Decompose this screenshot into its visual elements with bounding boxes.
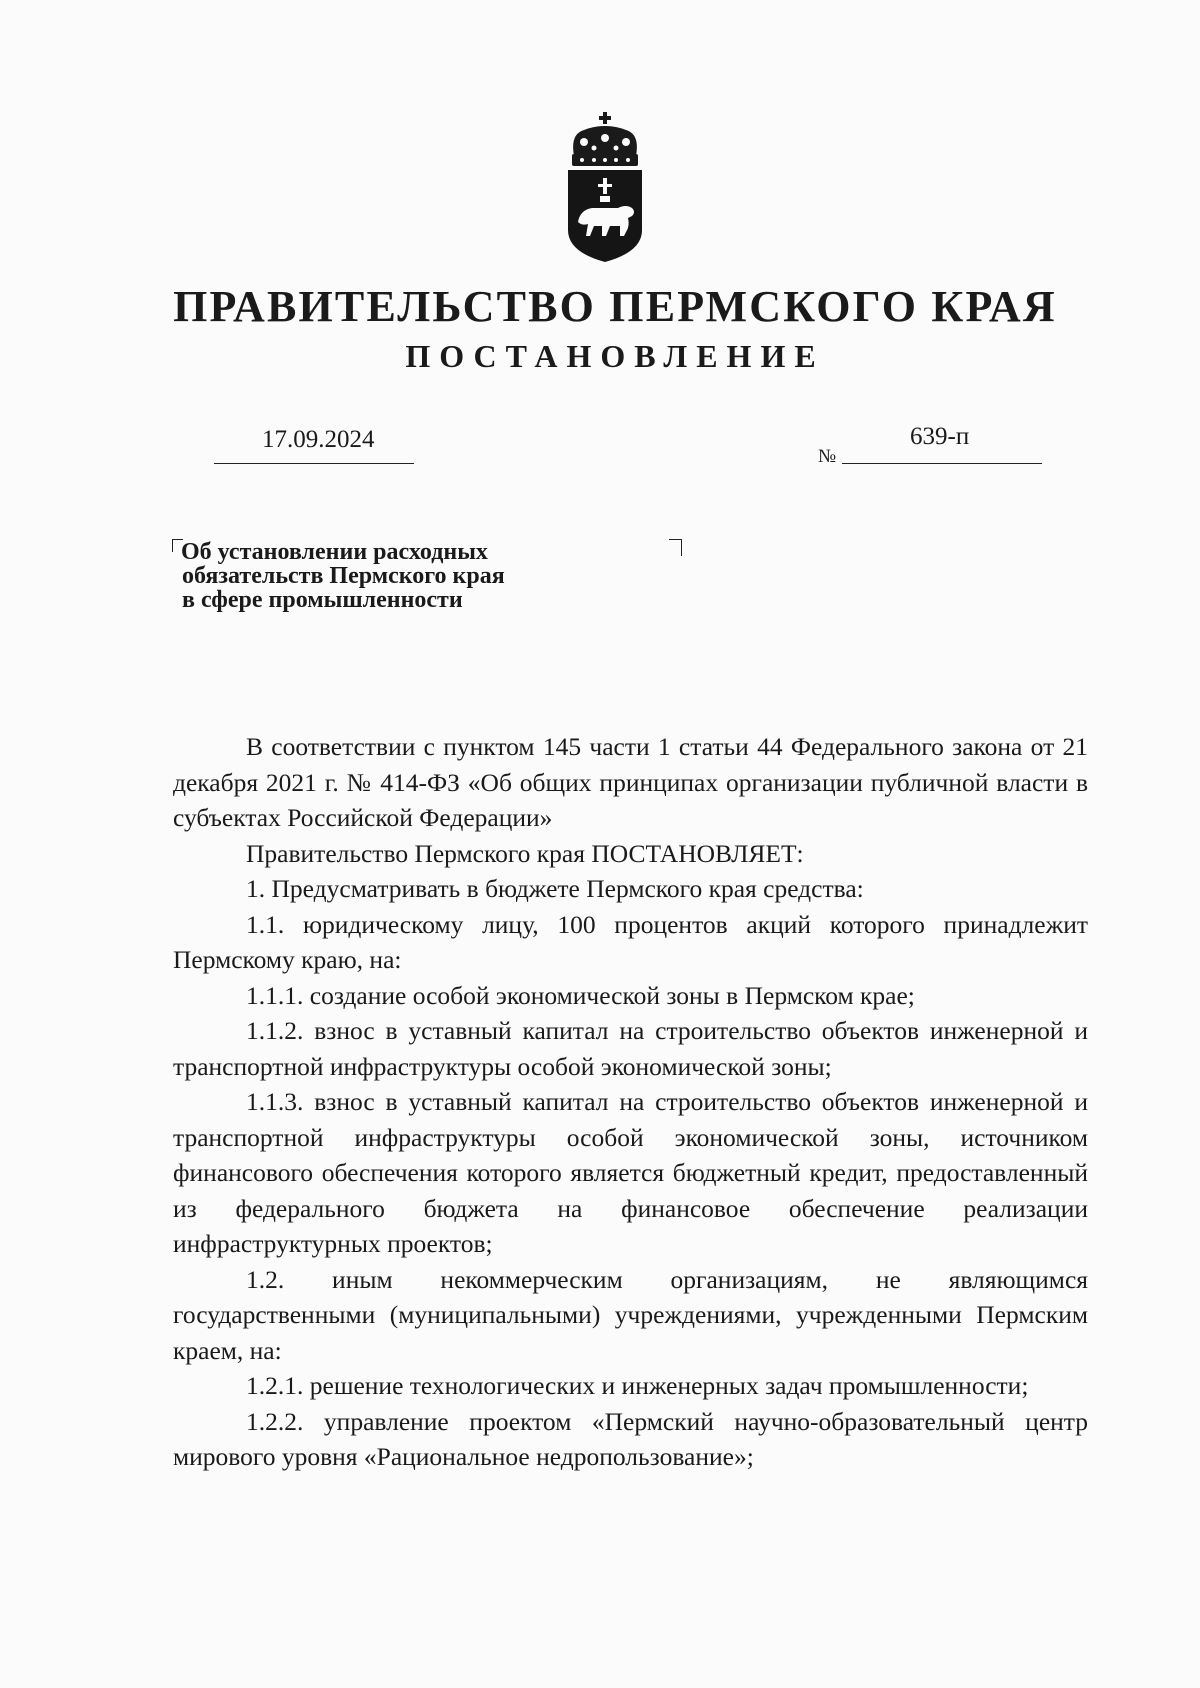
document-date: 17.09.2024 xyxy=(262,426,375,453)
paragraph-item-1-1-1: 1.1.1. создание особой экономической зоны в Пермском крае; xyxy=(246,980,915,1010)
subject-bracket-right xyxy=(669,539,682,556)
number-underline xyxy=(842,463,1042,464)
paragraph-item-1-2: 1.2. иным некоммерческим организациям, не являющимся государственными (муниципальными) учреждениями, учрежденными Пермским краем, на: xyxy=(173,1264,1088,1365)
date-underline xyxy=(214,463,414,464)
paragraph-preamble: В соответствии с пунктом 145 части 1 статьи 44 Федерального закона от 21 декабря 2021 г. № 414-ФЗ «Об общих принципах организации публичной власти в субъектах Российской Федерации» xyxy=(173,732,1088,832)
document-body xyxy=(173,729,1088,1475)
paragraph-item-1-2-1: 1.2.1. решение технологических и инженерных задач промышленности; xyxy=(246,1371,1029,1400)
subject-line: Об установлении расходных xyxy=(181,539,488,565)
number-sign: № xyxy=(818,446,837,467)
paragraph-item-1-1: 1.1. юридическому лицу, 100 процентов акций которого принадлежит Пермскому краю, на: xyxy=(173,909,1088,974)
document-number: 639-п xyxy=(910,423,970,450)
paragraph-item-1-1-3: 1.1.3. взнос в уставный капитал на строительство объектов инженерной и транспортной инфраструктуры особой экономической зоны, источником финансового обеспечения которого является бюджетный кредит, предоставленный из федерального бюджета на финансовое обеспечение реализации инфраструктурных проектов; xyxy=(173,1087,1088,1258)
perm-krai-coat-of-arms-icon xyxy=(560,112,650,264)
subject-line: в сфере промышленности xyxy=(182,587,463,613)
document-subject xyxy=(181,540,505,612)
paragraph-resolution: Правительство Пермского края ПОСТАНОВЛЯЕТ: xyxy=(246,838,804,868)
paragraph-item-1-1-2: 1.1.2. взнос в уставный капитал на строительство объектов инженерной и транспортной инфраструктуры особой экономической зоны; xyxy=(173,1016,1088,1081)
document-type: ПОСТАНОВЛЕНИЕ xyxy=(405,338,825,374)
government-title: ПРАВИТЕЛЬСТВО ПЕРМСКОГО КРАЯ xyxy=(173,282,1057,331)
subject-line: обязательств Пермского края xyxy=(182,563,505,589)
paragraph-item-1-2-2: 1.2.2. управление проектом «Пермский научно-образовательный центр мирового уровня «Рациональное недропользование»; xyxy=(173,1406,1088,1471)
paragraph-item-1: 1. Предусматривать в бюджете Пермского края средства: xyxy=(246,874,864,903)
